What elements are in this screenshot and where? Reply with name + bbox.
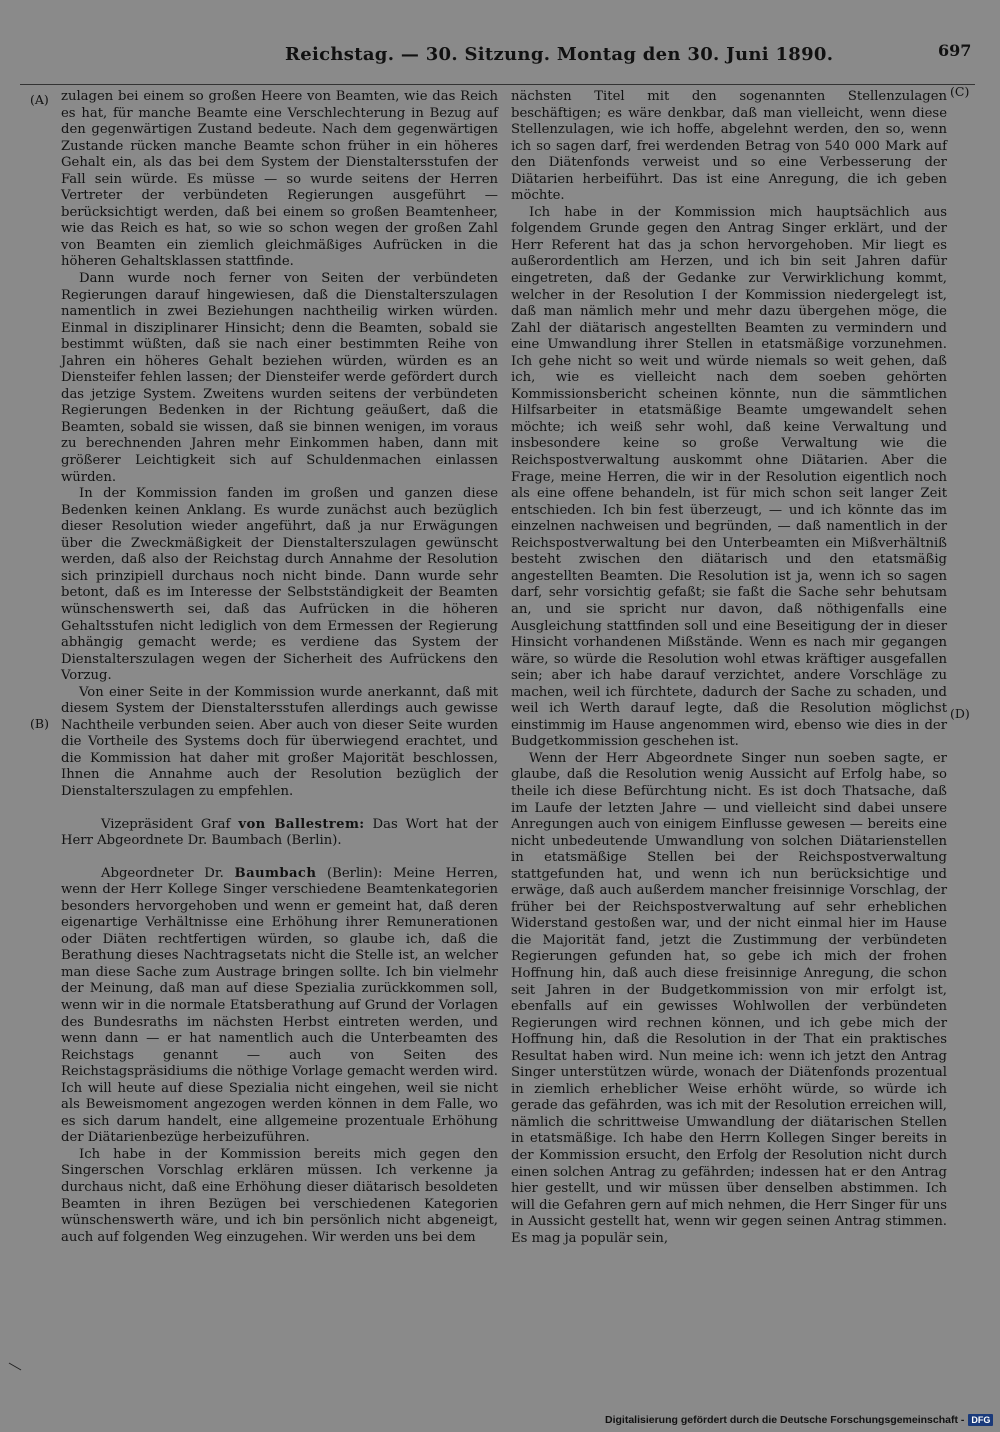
paragraph: In der Kommission fanden im großen und ganzen diese Bedenken keinen Anklang. Es wurde zunächst auch bezüglich dieser Resolution wieder angeführt, daß ja nur Erwägungen über die Zweckmäßigkeit der Dienstalterszulagen gewünscht werden, daß also der Reichstag durch Annahme der Resolution sich prinzipiell durchaus noch nicht binde. Dann wurde sehr betont, daß es im Interesse der Selbstständigkeit der Beamten wünschenswerth sei, daß das Aufrücken in die höheren Gehaltsstufen nicht lediglich von dem Ermessen der Regierung abhängig gemacht werde; es verdiene das System der Dienstalterszulagen wegen der Sicherheit des Aufrückens den Vorzug. (61, 486, 498, 684)
page-number: 697 (938, 41, 972, 60)
speaker-text: (Berlin): Meine Herren, wenn der Herr Kollege Singer verschiedene Beamtenkategorien besonders hervorgehoben und wenn er gemeint hat, daß deren eigenartige Verhältnisse eine Erhöhung ihrer Remunerationen oder Diäten rechtfertigen würden, so glaube ich, daß die Berathung dieses Nachtragsetats nicht die Stelle ist, an welcher man diese Sache zum Austrage bringen sollte. Ich bin vielmehr der Meinung, daß man auf diese Spezialia zurückkommen soll, wenn wir in die normale Etatsberathung auf Grund der Vorlagen des Bundesraths im nächsten Herbst eintreten werden, und wenn dann — er hat namentlich auch die Unterbeamten des Reichstags genannt — auch von Seiten des Reichstagspräsidiums die nöthige Vorlage gemacht werden wird. Ich will heute auf diese Spezialia nicht eingehen, weil sie nicht als Beweismoment angezogen werden können in dem Falle, wo es sich darum handelt, eine allgemeine prozentuale Erhöhung der Diätarienbezüge herbeizuführen. (61, 865, 498, 1146)
header-rule (20, 84, 975, 85)
paragraph: Ich habe in der Kommission bereits mich gegen den Singerschen Vorschlag erklären müssen. Ich verkenne ja durchaus nicht, daß eine Erhöhung dieser diätarisch besoldeten Beamten in ihren Bezügen bei verschiedenen Kategorien wünschenswerth wäre, und ich bin persönlich nicht abgeneigt, auch auf folgenden Weg einzugehen. Wir werden uns bei dem (61, 1146, 498, 1245)
paragraph: Von einer Seite in der Kommission wurde anerkannt, daß mit diesem System der Dienstaltersstufen allerdings auch gewisse Nachtheile verbunden seien. Aber auch von dieser Seite wurden die Vortheile des Systems doch für überwiegend erachtet, und die Kommission hat daher mit großer Majorität beschlossen, Ihnen die Annahme auch der Resolution bezüglich der Dienstalterszulagen zu empfehlen. (61, 684, 498, 799)
spacer (61, 801, 498, 817)
running-head: Reichstag. — 30. Sitzung. Montag den 30. Juni 1890. (285, 44, 834, 65)
margin-letter-d: (D) (950, 706, 970, 721)
page-header (0, 0, 1000, 65)
speaker-intro: Vizepräsident Graf (101, 816, 239, 832)
speaker-name: Baumbach (234, 865, 317, 881)
funding-note: Digitalisierung gefördert durch die Deutsche Forschungsgemeinschaft - (605, 1414, 965, 1426)
paragraph: Ich habe in der Kommission mich hauptsächlich aus folgendem Grunde gegen den Antrag Singer erklärt, und der Herr Referent hat das ja schon hervorgehoben. Mir liegt es außerordentlich am Herzen, und ich bin seit Jahren dafür eingetreten, daß der Gedanke zur Verwirklichung kommt, welcher in der Resolution I der Kommission niedergelegt ist, daß man nämlich mehr und mehr dazu übergehen möge, die Zahl der diätarisch angestellten Beamten zu vermindern und eine Umwandlung ihrer Stellen in etatsmäßige vorzunehmen. Ich gehe nicht so weit und würde niemals so weit gehen, daß ich, wie es vielleicht nach dem soeben gehörten Kommissionsbericht scheinen könnte, nun die sämmtlichen Hilfsarbeiter in etatsmäßige Beamte umgewandelt sehen möchte; ich weiß sehr wohl, daß keine Verwaltung und insbesondere keine so große Verwaltung wie die Reichspostverwaltung auskommt ohne Diätarien. Aber die Frage, meine Herren, die wir in der Resolution eigentlich noch als eine offene behandeln, ist für mich schon seit langer Zeit entschieden. Ich bin fest überzeugt, — und ich könnte das im einzelnen nachweisen und begründen, — daß namentlich in der Reichspostverwaltung bei den Unterbeamten ein Mißverhältniß besteht zwischen den diätarisch und den etatsmäßig angestellten Beamten. Die Resolution ist ja, wenn ich so sagen darf, sehr vorsichtig gefaßt; sie faßt die Sache sehr behutsam an, und sie spricht nur davon, daß nöthigenfalls eine Ausgleichung stattfinden soll und eine Beseitigung der in dieser Hinsicht vorhandenen Mißstände. Wenn es nach mir gegangen wäre, so würde die Resolution wohl etwas kräftiger ausgefallen sein; aber ich habe darauf verzichtet, andere Vorschläge zu machen, weil ich fürchtete, dadurch der Sache zu schaden, und weil ich Werth darauf legte, daß die Resolution möglichst einstimmig im Hause angenommen wird, ebenso wie dies in der Budgetkommission geschehen ist. (511, 204, 947, 750)
paragraph: Dann wurde noch ferner von Seiten der verbündeten Regierungen darauf hingewiesen, daß die Dienstalterszulagen namentlich in zwei Beziehungen nachtheilig wirken würden. Einmal in disziplinarer Hinsicht; denn die Beamten, sobald sie bestimmt wüßten, daß sie nach einer bestimmten Reihe von Jahren ein höheres Gehalt beziehen würden, würden es an Diensteifer fehlen lassen; der Diensteifer werde gefördert durch das jetzige System. Zweitens wurden seitens der verbündeten Regierungen Bedenken in der Richtung geäußert, daß die Beamten, sobald sie wissen, daß sie binnen wenigen, im voraus zu berechnenden Jahren mehr Einkommen haben, dann mit größerer Leichtigkeit sich auf Schuldenmachen einlassen würden. (61, 271, 498, 485)
footer (605, 1413, 995, 1427)
scan-mark (9, 1363, 22, 1371)
margin-letter-c: (C) (950, 84, 970, 99)
speaker-text: Das Wort hat der Herr Abgeordnete Dr. Baumbach (Berlin). (61, 816, 499, 849)
left-column (61, 89, 498, 1246)
speaker-name: von Ballestrem: (238, 816, 365, 832)
paragraph: Wenn der Herr Abgeordnete Singer nun soeben sagte, er glaube, daß die Resolution wenig Aussicht auf Erfolg habe, so theile ich diese Befürchtung nicht. Es ist doch Thatsache, daß im Laufe der letzten Jahre — und vielleicht sind dabei unsere Anregungen auch von einigem Einflusse gewesen — bereits eine nicht unbedeutende Umwandlung von solchen Diätarienstellen in etatsmäßige Stellen bei der Reichspostverwaltung stattgefunden hat, und wenn ich nun berücksichtige und erwäge, daß auch außerdem mancher freisinnige Vorschlag, der früher bei der Reichspostverwaltung auf sehr erheblichen Widerstand gestoßen war, und der nicht einmal hier im Hause die Majorität fand, jetzt die Zustimmung der verbündeten Regierungen gefunden hat, so gebe ich mich der frohen Hoffnung hin, daß auch diese freisinnige Anregung, die schon seit Jahren in der Budgetkommission von mir erfolgt ist, ebenfalls auf ein gewisses Wohlwollen der verbündeten Regierungen wird rechnen können, und ich gebe mich der Hoffnung hin, daß die Resolution in der That ein praktisches Resultat haben wird. Nun meine ich: wenn ich jetzt den Antrag Singer unterstützen würde, wonach der Diätenfonds prozentual in ziemlich erheblicher Weise erhöht würde, so würde ich gerade das gefährden, was ich mit der Resolution erreichen will, nämlich die schrittweise Umwandlung der diätarischen Stellen in etatsmäßige. Ich habe den Herrn Kollegen Singer bereits in der Kommission ersucht, den Erfolg der Resolution nicht durch einen solchen Antrag zu gefährden; indessen hat er den Antrag hier gestellt, und wir müssen über denselben abstimmen. Ich will die Gefahren gern auf mich nehmen, die Herr Singer für uns in Aussicht gestellt hat, wenn wir gegen seinen Antrag stimmen. Es mag ja populär sein, (511, 750, 947, 1246)
paragraph: nächsten Titel mit den sogenannten Stellenzulagen beschäftigen; es wäre denkbar, daß man vielleicht, wenn diese Stellenzulagen, wie ich hoffe, abgelehnt werden, den so, wenn ich so sagen darf, frei werdenden Betrag von 540 000 Mark auf den Diätenfonds verweist und so eine Verbesserung der Diätarien herbeiführt. Das ist eine Anregung, die ich geben möchte. (511, 89, 947, 204)
paragraph: zulagen bei einem so großen Heere von Beamten, wie das Reich es hat, für manche Beamte eine Verschlechterung in Bezug auf den gegenwärtigen Zustand bedeute. Nach dem gegenwärtigen Zustande rücken manche Beamte schon früher in ein höheres Gehalt ein, als das bei dem System der Dienstaltersstufen der Fall sein würde. Es müsse — so wurde seitens der Herren Vertreter der verbündeten Regierungen ausgeführt — berücksichtigt werden, daß bei einem so großen Beamtenheer, wie das Reich es hat, so wie so schon wegen der großen Zahl von Beamten ein ziemlich gleichmäßiges Aufrücken in die höheren Gehaltsklassen stattfinde. (61, 89, 498, 270)
spacer (61, 850, 498, 866)
speaker-paragraph (61, 817, 498, 850)
speaker-paragraph (61, 866, 498, 1147)
right-column (511, 89, 947, 1247)
margin-letter-b: (B) (30, 716, 49, 731)
dfg-logo-icon: DFG (968, 1414, 993, 1426)
speaker-intro: Abgeordneter Dr. (101, 865, 235, 881)
margin-letter-a: (A) (30, 92, 49, 107)
